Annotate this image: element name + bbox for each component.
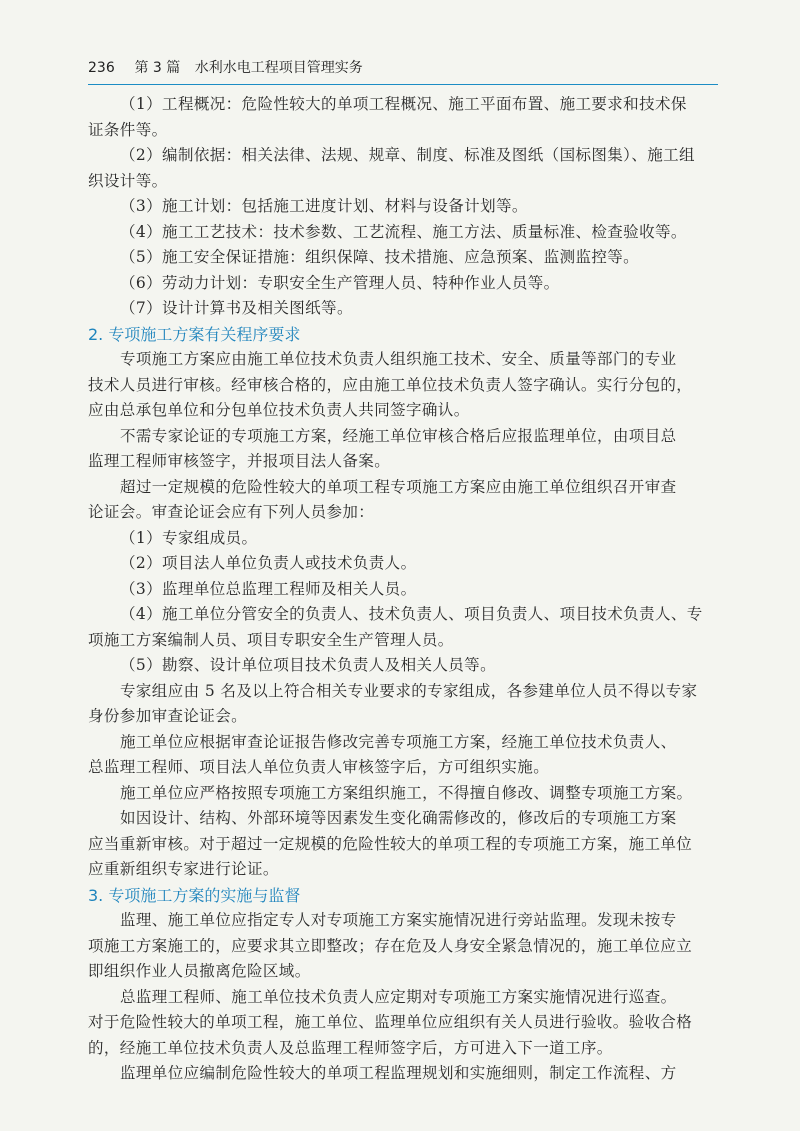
text-line: 技术人员进行审核。经审核合格的，应由施工单位技术负责人签字确认。实行分包的， — [88, 375, 693, 394]
text-line: 应当重新审核。对于超过一定规模的危险性较大的单项工程的专项施工方案，施工单位 — [88, 834, 693, 853]
text-line: 施工单位应严格按照专项施工方案组织施工，不得擅自修改、调整专项施工方案。 — [120, 783, 693, 802]
text-line: （2）项目法人单位负责人或技术负责人。 — [120, 554, 417, 572]
text-line: 对于危险性较大的单项工程，施工单位、监理单位应组织有关人员进行验收。验收合格 — [88, 1013, 693, 1031]
text-line: （4）施工工艺技术：技术参数、工艺流程、施工方法、质量标准、检查验收等。 — [120, 222, 687, 241]
text-line: 总监理工程师、项目法人单位负责人审核签字后，方可组织实施。 — [88, 758, 550, 776]
page-number: 236 — [88, 60, 115, 76]
body-text — [88, 92, 718, 1087]
text-line: （1）工程概况：危险性较大的单项工程概况、施工平面布置、施工要求和技术保 — [120, 95, 687, 113]
text-line: 即组织作业人员撤离危险区域。 — [88, 962, 311, 980]
text-line: 监理工程师审核签字，并报项目法人备案。 — [88, 452, 391, 470]
text-line: 总监理工程师、施工单位技术负责人应定期对专项施工方案实施情况进行巡查。 — [120, 987, 677, 1006]
section-heading: 3. 专项施工方案的实施与监督 — [88, 885, 301, 905]
section-heading: 2. 专项施工方案有关程序要求 — [88, 324, 301, 344]
text-line: 项施工方案施工的，应要求其立即整改；存在危及人身安全紧急情况的，施工单位应立 — [88, 936, 693, 955]
text-line: 应重新组织专家进行论证。 — [88, 860, 279, 878]
text-line: 超过一定规模的危险性较大的单项工程专项施工方案应由施工单位组织召开审查 — [120, 477, 677, 496]
text-line: 不需专家论证的专项施工方案，经施工单位审核合格后应报监理单位，由项目总 — [120, 426, 677, 445]
text-line: （5）施工安全保证措施：组织保障、技术措施、应急预案、监测监控等。 — [120, 248, 640, 266]
text-line: （7）设计计算书及相关图纸等。 — [120, 299, 353, 317]
text-line: 专家组应由 5 名及以上符合相关专业要求的专家组成，各参建单位人员不得以专家 — [120, 681, 698, 700]
text-line: 监理单位应编制危险性较大的单项工程监理规划和实施细则，制定工作流程、方 — [120, 1064, 677, 1082]
text-line: （2）编制依据：相关法律、法规、规章、制度、标准及图纸（国标图集）、施工组 — [120, 146, 695, 164]
header-rule — [88, 84, 718, 85]
text-line: 的，经施工单位技术负责人及总监理工程师签字后，方可进入下一道工序。 — [88, 1038, 613, 1057]
text-line: （3）施工计划：包括施工进度计划、材料与设备计划等。 — [120, 197, 528, 215]
text-line: 应由总承包单位和分包单位技术负责人共同签字确认。 — [88, 401, 470, 419]
text-line: 证条件等。 — [88, 120, 168, 139]
book-title: 水利水电工程项目管理实务 — [194, 60, 363, 76]
text-line: （1）专家组成员。 — [120, 528, 258, 547]
text-line: 论证会。审查论证会应有下列人员参加： — [88, 503, 375, 521]
part-label: 第 3 篇 — [134, 60, 181, 76]
text-line: （5）勘察、设计单位项目技术负责人及相关人员等。 — [120, 656, 496, 674]
text-line: 如因设计、结构、外部环境等因素发生变化确需修改的，修改后的专项施工方案 — [120, 809, 677, 827]
text-line: 监理、施工单位应指定专人对专项施工方案实施情况进行旁站监理。发现未按专 — [120, 911, 677, 929]
running-header — [88, 57, 688, 81]
text-line: 施工单位应根据审查论证报告修改完善专项施工方案，经施工单位技术负责人、 — [120, 732, 677, 751]
text-line: 身份参加审查论证会。 — [88, 707, 248, 725]
text-line: （4）施工单位分管安全的负责人、技术负责人、项目负责人、项目技术负责人、专 — [120, 605, 703, 623]
text-line: 织设计等。 — [88, 171, 168, 190]
text-line: （3）监理单位总监理工程师及相关人员。 — [120, 579, 417, 598]
text-line: 专项施工方案应由施工单位技术负责人组织施工技术、安全、质量等部门的专业 — [120, 350, 677, 368]
text-line: （6）劳动力计划：专职安全生产管理人员、特种作业人员等。 — [120, 273, 560, 292]
text-line: 项施工方案编制人员、项目专职安全生产管理人员。 — [88, 630, 454, 649]
